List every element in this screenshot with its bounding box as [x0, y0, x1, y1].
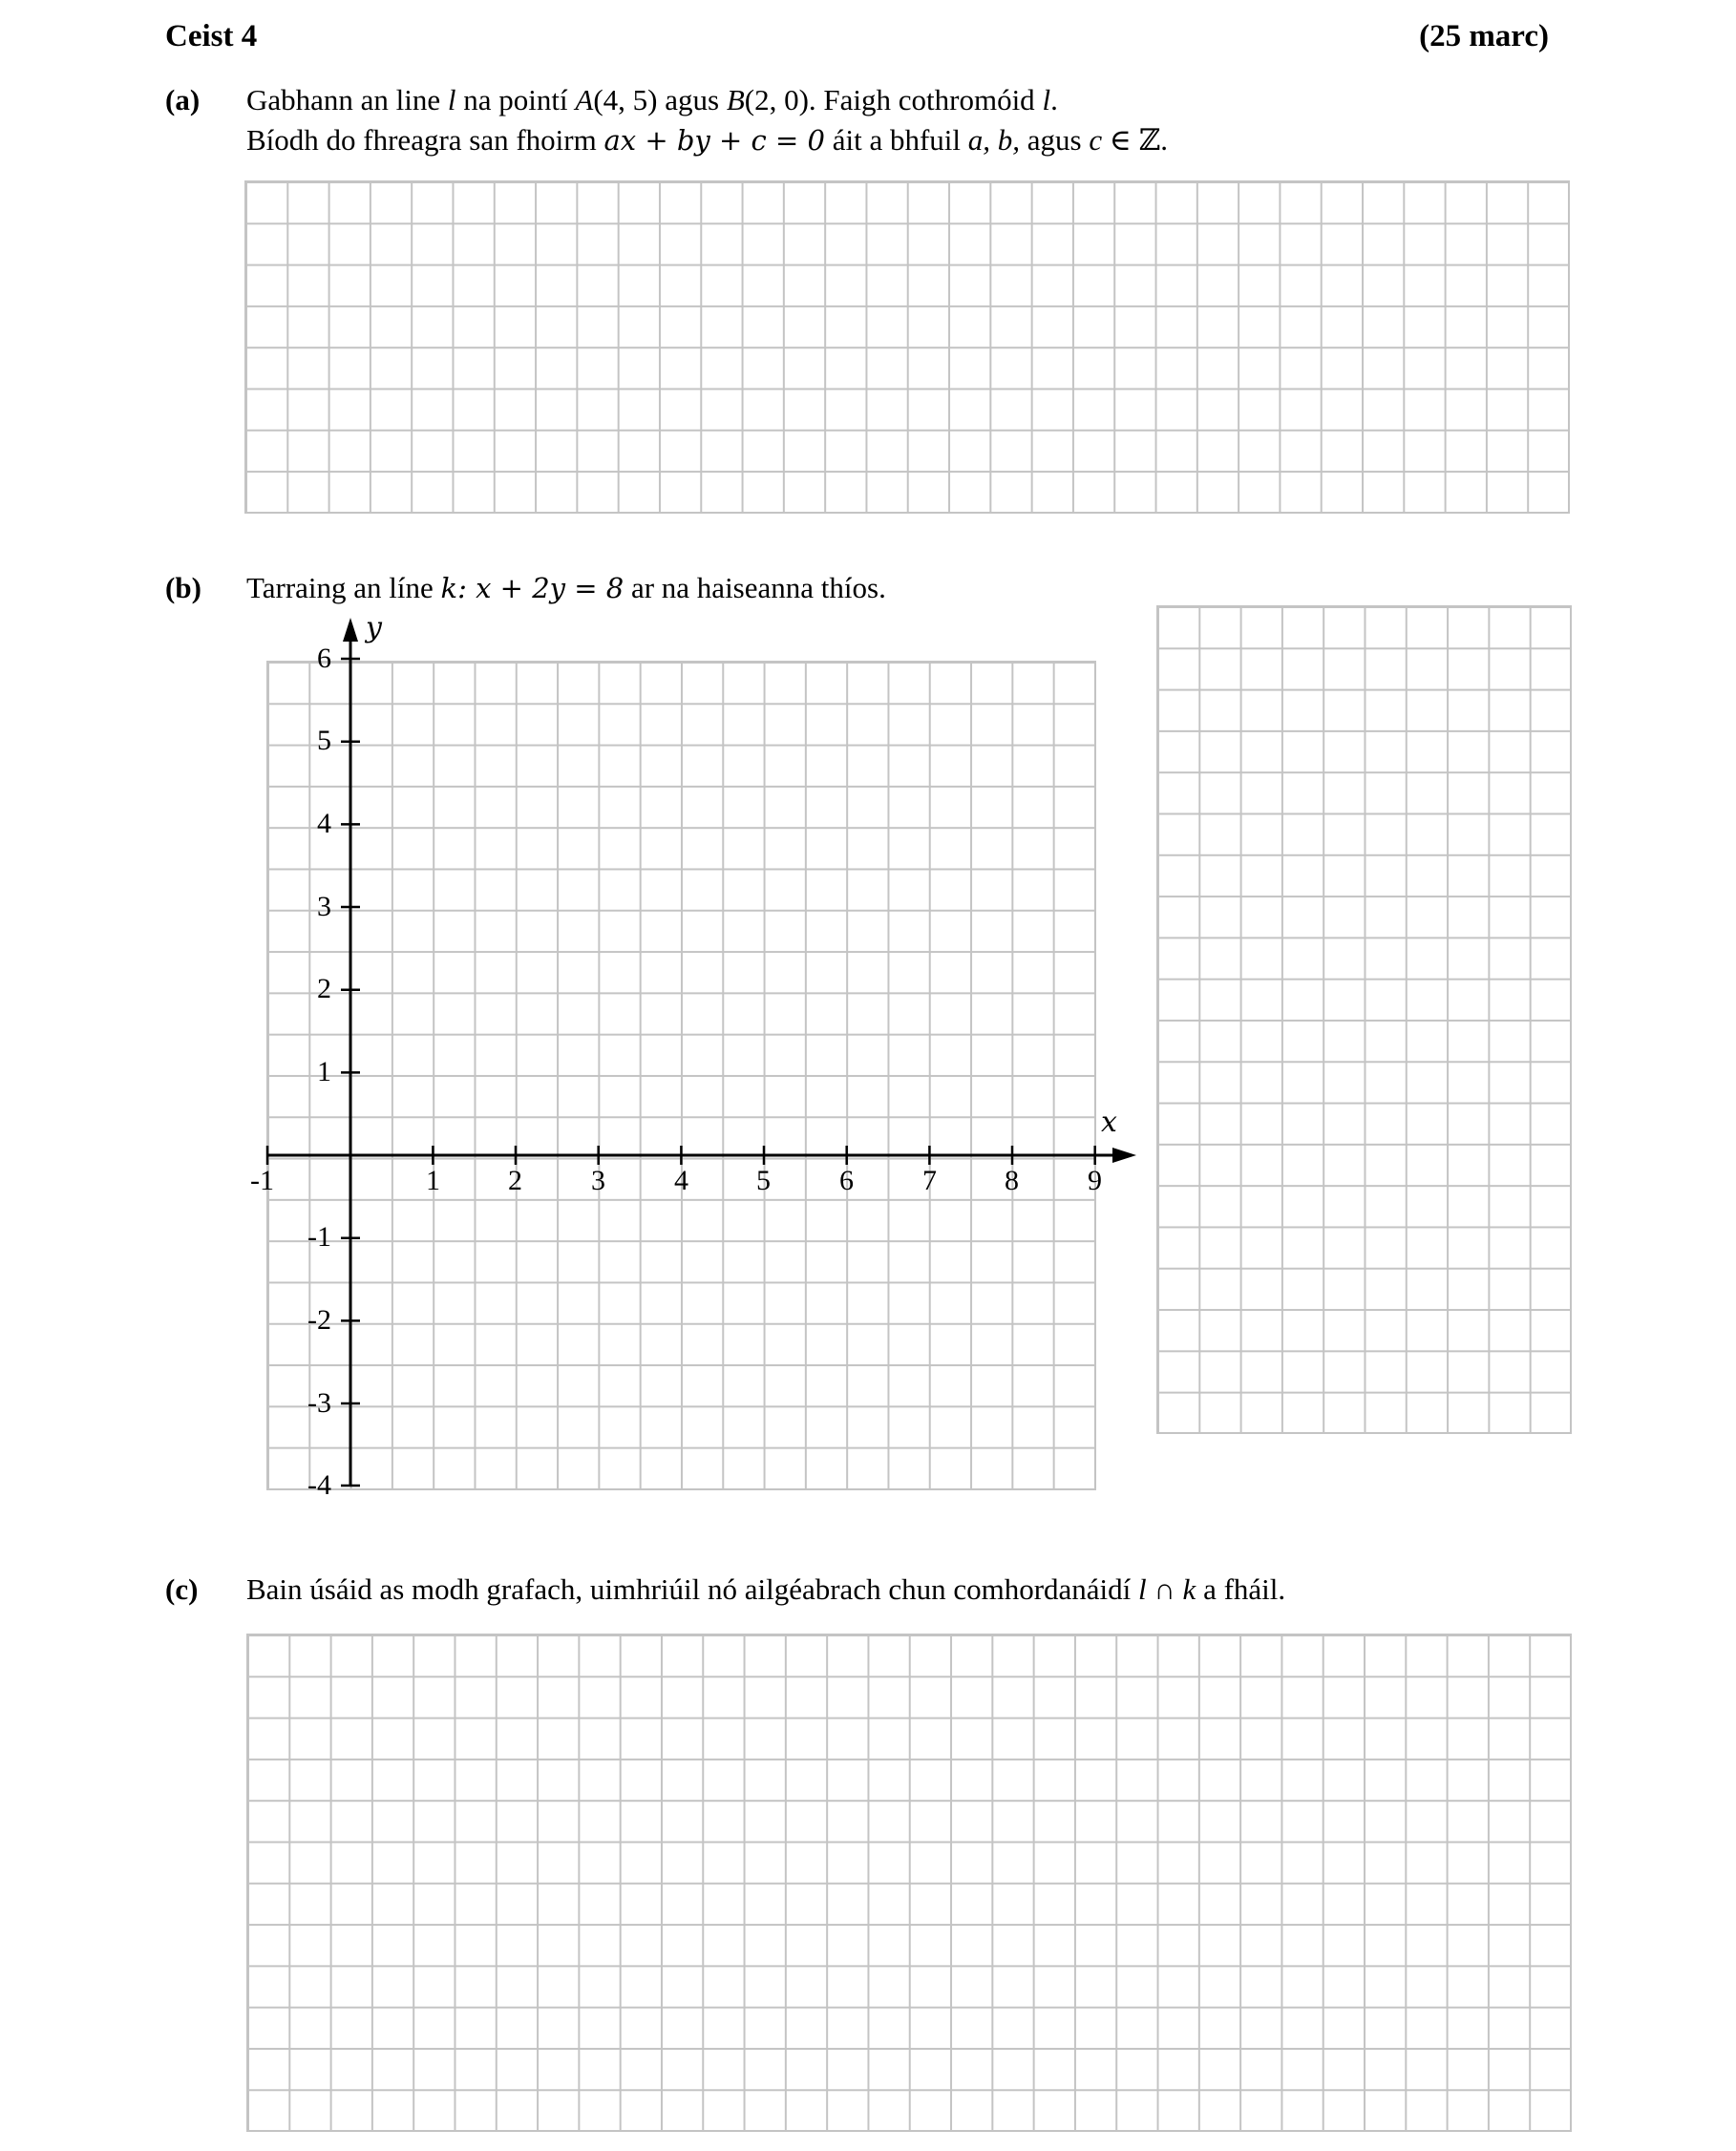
text: ∈ ℤ.: [1102, 123, 1168, 157]
y-tick-label: -4: [307, 1469, 331, 1501]
question-title: Ceist 4: [165, 19, 258, 53]
text: Bíodh do fhreagra san fhoirm: [246, 123, 604, 157]
var-l: l: [1138, 1572, 1147, 1606]
y-tick-label: -1: [307, 1221, 331, 1253]
x-axis-label: x: [1101, 1106, 1117, 1139]
x-axis-arrow-icon: [1112, 1148, 1136, 1163]
x-tick-label: 9: [1088, 1165, 1102, 1196]
part-b-side-grid[interactable]: [1156, 605, 1572, 1434]
part-c-answer-grid[interactable]: [246, 1634, 1572, 2132]
marks-label: (25 marc): [1419, 19, 1549, 53]
y-tick-label: 1: [317, 1056, 331, 1087]
text: (4, 5) agus: [593, 83, 727, 116]
y-tick-label: 3: [317, 891, 331, 922]
text: ar na haiseanna thíos.: [624, 571, 886, 604]
x-tick-label: 7: [922, 1165, 937, 1196]
text: Tarraing an líne: [246, 571, 441, 604]
text: áit a bhfuil: [824, 123, 968, 157]
equation-form: ax + by + c = 0: [603, 124, 825, 157]
var-l: l: [447, 83, 456, 116]
y-tick-label: -3: [307, 1387, 331, 1419]
line-k-equation: k: x + 2y = 8: [440, 572, 625, 604]
text: .: [1050, 83, 1058, 116]
var-l: l: [1042, 83, 1051, 116]
x-tick-label: 1: [426, 1165, 440, 1196]
part-c-text: [246, 1574, 1285, 1604]
x-tick-label: 6: [839, 1165, 854, 1196]
part-b-label: (b): [165, 571, 201, 604]
point-a: A: [575, 83, 594, 116]
text: a fháil.: [1196, 1572, 1286, 1606]
point-b: B: [726, 83, 745, 116]
y-axis-arrow-icon: [343, 618, 358, 642]
part-a-label: (a): [165, 83, 201, 116]
text: Gabhann an line: [246, 83, 448, 116]
y-tick-label: -2: [307, 1304, 331, 1336]
x-tick-label: 4: [674, 1165, 688, 1196]
y-tick-label: 4: [317, 808, 331, 839]
part-c-label: (c): [165, 1572, 199, 1606]
x-tick-label: 3: [591, 1165, 605, 1196]
vars-ab: a, b,: [967, 123, 1021, 157]
y-tick-label: 6: [317, 643, 331, 674]
x-tick-label: -1: [250, 1165, 274, 1196]
y-tick-label: 2: [317, 973, 331, 1004]
x-tick-label: 8: [1005, 1165, 1019, 1196]
y-tick-label: 5: [317, 725, 331, 756]
x-tick-label: 5: [756, 1165, 771, 1196]
var-k: k: [1182, 1572, 1196, 1606]
y-axis-label: y: [366, 611, 382, 644]
text: agus: [1020, 123, 1090, 157]
text: Bain úsáid as modh grafach, uimhriúil nó ailgéabrach chun comhordanáidí: [246, 1572, 1139, 1606]
x-tick-label: 2: [508, 1165, 522, 1196]
text: (2, 0). Faigh cothromóid: [744, 83, 1043, 116]
intersection-symbol: ∩: [1146, 1572, 1183, 1606]
text: na pointí: [455, 83, 576, 116]
var-c: c: [1089, 123, 1103, 157]
